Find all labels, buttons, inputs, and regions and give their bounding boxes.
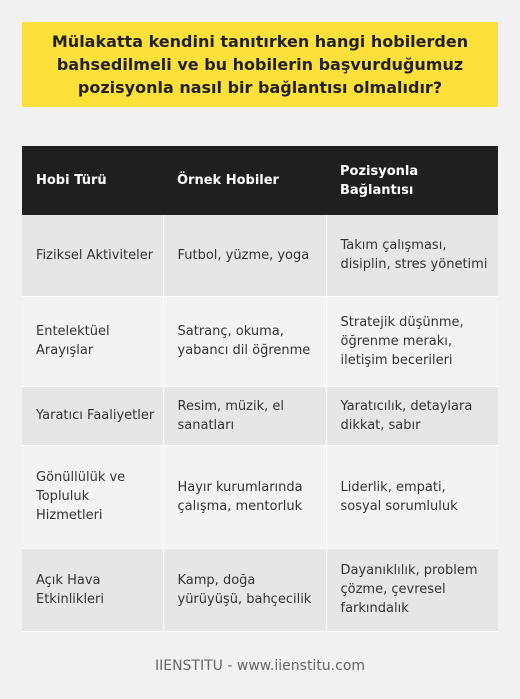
table-header-row [22, 146, 498, 215]
title-banner [22, 22, 498, 107]
cell-hobby-type: Fiziksel Aktiviteler [22, 215, 163, 296]
cell-hobby-type: Gönüllülük ve Topluluk Hizmetleri [22, 445, 163, 548]
cell-hobby-type: Entelektüel Arayışlar [22, 296, 163, 386]
hobby-table [22, 146, 498, 632]
cell-position-connection: Liderlik, empati, sosyal sorumluluk [326, 445, 498, 548]
table-row [22, 386, 498, 445]
header-example-hobbies: Örnek Hobiler [177, 173, 279, 188]
cell-position-connection: Dayanıklılık, problem çözme, çevresel farkındalık [326, 548, 498, 631]
cell-example-hobbies: Kamp, doğa yürüyüşü, bahçecilik [163, 548, 326, 631]
cell-example-hobbies: Hayır kurumlarında çalışma, mentorluk [163, 445, 326, 548]
cell-position-connection: Takım çalışması, disiplin, stres yönetimi [326, 215, 498, 296]
table-row [22, 296, 498, 386]
table-row [22, 215, 498, 296]
cell-hobby-type: Açık Hava Etkinlikleri [22, 548, 163, 631]
footer-credit: IIENSTITU - www.iienstitu.com [154, 658, 366, 674]
cell-example-hobbies: Futbol, yüzme, yoga [163, 215, 326, 296]
header-position-connection: Pozisyonla Bağlantısı [340, 163, 419, 198]
header-hobby-type: Hobi Türü [36, 173, 107, 188]
cell-hobby-type: Yaratıcı Faaliyetler [22, 386, 163, 445]
cell-example-hobbies: Resim, müzik, el sanatları [163, 386, 326, 445]
cell-position-connection: Stratejik düşünme, öğrenme merakı, iletişim becerileri [326, 296, 498, 386]
table-row [22, 548, 498, 631]
page-title: Mülakatta kendini tanıtırken hangi hobilerden bahsedilmeli ve bu hobilerin başvurduğumuz pozisyonla nasıl bir bağlantısı olmalıdır? [51, 32, 469, 97]
table-row [22, 445, 498, 548]
cell-example-hobbies: Satranç, okuma, yabancı dil öğrenme [163, 296, 326, 386]
cell-position-connection: Yaratıcılık, detaylara dikkat, sabır [326, 386, 498, 445]
